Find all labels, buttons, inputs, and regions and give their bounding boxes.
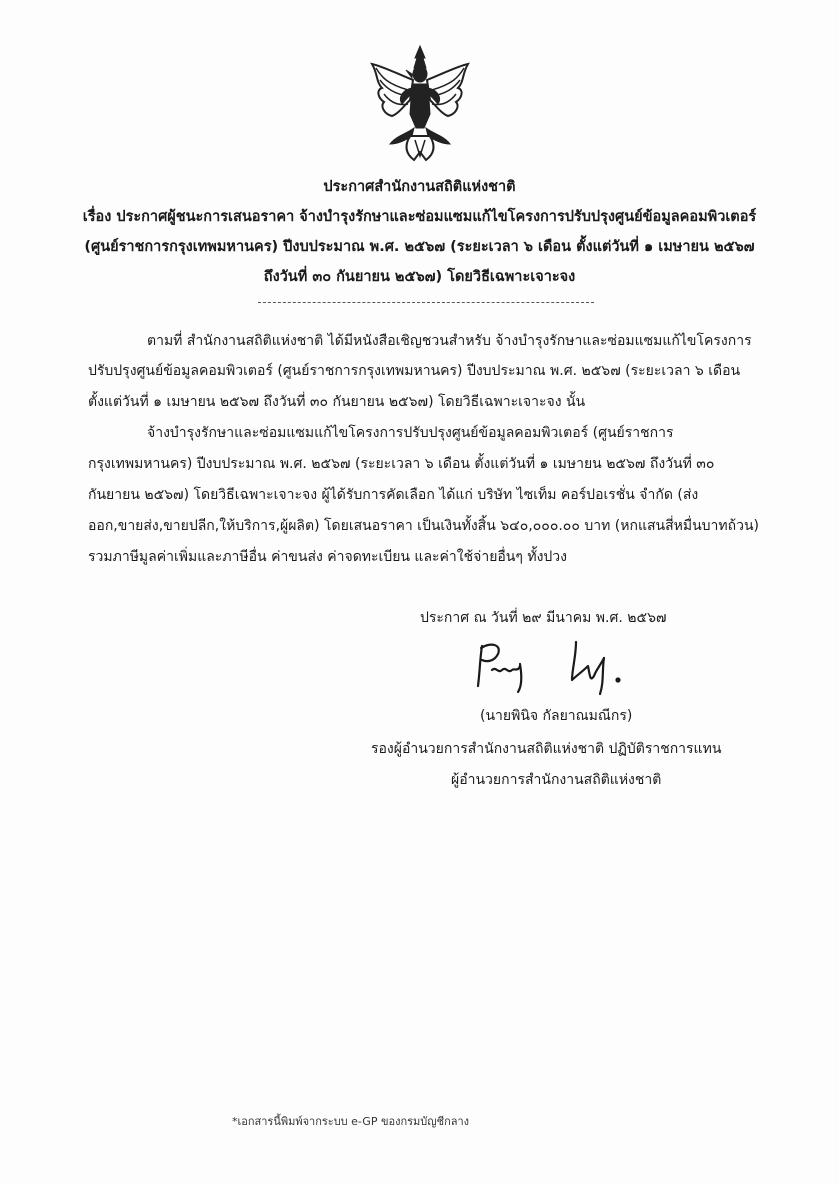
body-line: ตามที่ สำนักงานสถิติแห่งชาติ ได้มีหนังสือเชิญชวนสำหรับ จ้างบำรุงรักษาและซ่อมแซมแก้ไขโครงการ <box>147 333 752 349</box>
body-line: จ้างบำรุงรักษาและซ่อมแซมแก้ไขโครงการปรับปรุงศูนย์ข้อมูลคอมพิวเตอร์ (ศูนย์ราชการ <box>147 425 674 441</box>
announcement-title: ประกาศสำนักงานสถิติแห่งชาติ <box>323 179 516 195</box>
body-line: กรุงเทพมหานคร) ปีงบประมาณ พ.ศ. ๒๕๖๗ (ระยะเวลา ๖ เดือน ตั้งแต่วันที่ ๑ เมษายน ๒๕๖๗ ถึงวันที่ ๓๐ <box>88 456 715 472</box>
egp-footer-note: *เอกสารนี้พิมพ์จากระบบ e-GP ของกรมบัญชีกลาง <box>232 1115 470 1128</box>
body-line: ออก,ขายส่ง,ขายปลีก,ให้บริการ,ผู้ผลิต) โดยเสนอราคา เป็นเงินทั้งสิ้น ๖๔๐,๐๐๐.๐๐ บาท (หกแสนสี่หมื่นบาทถ้วน) <box>88 518 760 534</box>
title-divider <box>258 302 594 303</box>
signer-position-2: ผู้อำนวยการสำนักงานสถิติแห่งชาติ <box>451 772 662 788</box>
announce-date: ประกาศ ณ วันที่ ๒๙ มีนาคม พ.ศ. ๒๕๖๗ <box>420 610 667 626</box>
body-line: รวมภาษีมูลค่าเพิ่มและภาษีอื่น ค่าขนส่ง ค่าจดทะเบียน และค่าใช้จ่ายอื่นๆ ทั้งปวง <box>88 549 567 565</box>
body-line: ปรับปรุงศูนย์ข้อมูลคอมพิวเตอร์ (ศูนย์ราชการกรุงเทพมหานคร) ปีงบประมาณ พ.ศ. ๒๕๖๗ (ระยะเวลา ๖ เดือน <box>88 363 741 379</box>
subject-line-2: (ศูนย์ราชการกรุงเทพมหานคร) ปีงบประมาณ พ.ศ. ๒๕๖๗ (ระยะเวลา ๖ เดือน ตั้งแต่วันที่ ๑ เมษายน ๒๕๖๗ <box>84 239 755 255</box>
body-line: กันยายน ๒๕๖๗) โดยวิธีเฉพาะเจาะจง ผู้ได้รับการคัดเลือก ได้แก่ บริษัท ไซเท็ม คอร์ปอเรชั่น จำกัด (ส่ง <box>88 487 699 503</box>
signer-position-1: รองผู้อำนวยการสำนักงานสถิติแห่งชาติ ปฏิบัติราชการแทน <box>371 741 722 757</box>
handwritten-signature-icon <box>472 636 642 696</box>
body-line: ตั้งแต่วันที่ ๑ เมษายน ๒๕๖๗ ถึงวันที่ ๓๐ กันยายน ๒๕๖๗) โดยวิธีเฉพาะเจาะจง นั้น <box>88 394 586 410</box>
signer-name: (นายพินิจ กัลยาณมณีกร) <box>480 708 633 724</box>
subject-line-3: ถึงวันที่ ๓๐ กันยายน ๒๕๖๗) โดยวิธีเฉพาะเจาะจง <box>263 269 576 285</box>
garuda-emblem-icon <box>368 44 472 162</box>
subject-line-1: เรื่อง ประกาศผู้ชนะการเสนอราคา จ้างบำรุงรักษาและซ่อมแซมแก้ไขโครงการปรับปรุงศูนย์ข้อมูลคอมพิวเตอร์ <box>82 209 757 225</box>
